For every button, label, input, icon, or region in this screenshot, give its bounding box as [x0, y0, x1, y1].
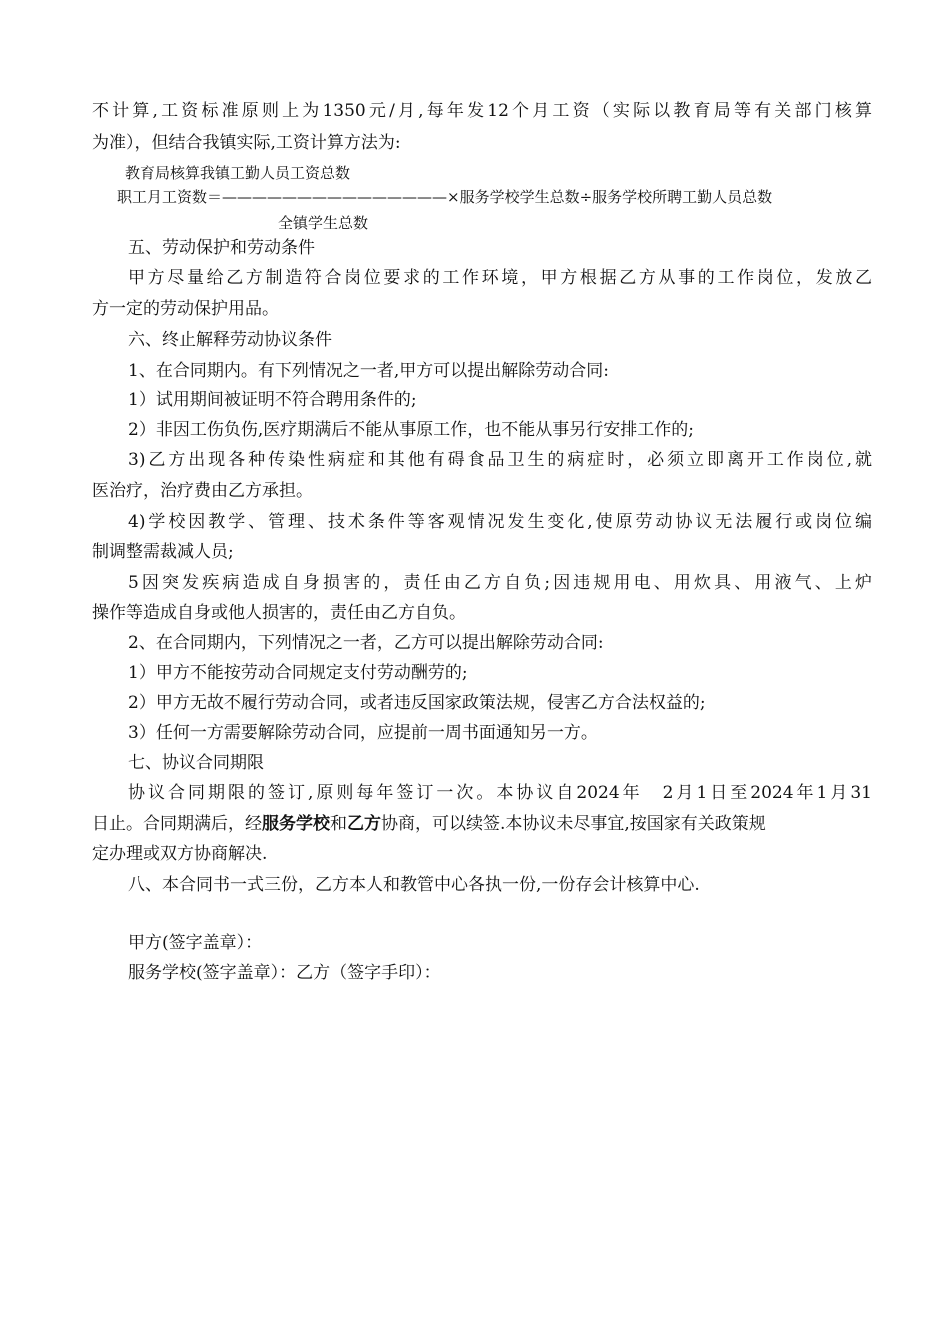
formula-denominator: 全镇学生总数	[278, 214, 369, 232]
paragraph-line: 协议合同期限的签订,原则每年签订一次。本协议自2024年 2月1日至2024年1月31	[128, 783, 872, 803]
clause-line: 2）甲方无故不履行劳动合同，或者违反国家政策法规，侵害乙方合法权益的;	[128, 693, 706, 713]
bold-text-party-b: 乙方	[347, 814, 381, 834]
formula-numerator: 教育局核算我镇工勤人员工资总数	[125, 164, 351, 182]
clause-line: 医治疗，治疗费由乙方承担。	[92, 481, 313, 501]
paragraph-line: 不计算,工资标准原则上为1350元/月,每年发12个月工资（实际以教育局等有关部门核算	[92, 101, 872, 121]
formula-main: 职工月工资数＝———————————————×服务学校学生总数÷服务学校所聘工勤人员总数	[117, 188, 773, 206]
clause-line: 2）非因工伤负伤,医疗期满后不能从事原工作，也不能从事另行安排工作的;	[128, 420, 694, 440]
paragraph-line: 甲方尽量给乙方制造符合岗位要求的工作环境，甲方根据乙方从事的工作岗位，发放乙	[128, 268, 872, 288]
signature-line-school-party-b: 服务学校(签字盖章）：乙方（签字手印）：	[128, 963, 441, 983]
clause-line: 操作等造成自身或他人损害的，责任由乙方自负。	[92, 603, 466, 623]
clause-line: 制调整需裁减人员;	[92, 542, 234, 562]
section-title: 七、协议合同期限	[128, 753, 264, 773]
clause-line: 2、在合同期内，下列情况之一者，乙方可以提出解除劳动合同:	[128, 633, 604, 653]
clause-line: 5因突发疾病造成自身损害的，责任由乙方自负;因违规用电、用炊具、用液气、上炉	[128, 573, 872, 593]
clause-line: 4)学校因教学、管理、技术条件等客观情况发生变化,使原劳动协议无法履行或岗位编	[128, 512, 872, 532]
clause-line: 1、在合同期内。有下列情况之一者,甲方可以提出解除劳动合同:	[128, 361, 609, 381]
paragraph-line: 为准），但结合我镇实际,工资计算方法为:	[92, 133, 401, 153]
clause-line: 1）试用期间被证明不符合聘用条件的;	[128, 390, 417, 410]
section-title: 八、本合同书一式三份，乙方本人和教管中心各执一份,一份存会计核算中心.	[128, 875, 700, 895]
text-span: 和	[330, 814, 347, 834]
clause-line: 3)乙方出现各种传染性病症和其他有碍食品卫生的病症时，必须立即离开工作岗位,就	[128, 450, 872, 470]
paragraph-line: 定办理或双方协商解决.	[92, 844, 268, 864]
clause-line: 3）任何一方需要解除劳动合同，应提前一周书面通知另一方。	[128, 723, 598, 743]
text-span: 协商，可以续签.本协议未尽事宜,按国家有关政策规	[381, 814, 766, 834]
text-span: 日止。合同期满后，经	[92, 814, 262, 834]
section-title: 五、劳动保护和劳动条件	[128, 238, 315, 258]
clause-line: 1）甲方不能按劳动合同规定支付劳动酬劳的;	[128, 663, 468, 683]
signature-line-party-a: 甲方(签字盖章）：	[128, 933, 263, 953]
bold-text-service-school: 服务学校	[262, 814, 330, 834]
paragraph-line	[92, 812, 872, 836]
section-title: 六、终止解释劳动协议条件	[128, 330, 332, 350]
paragraph-line: 方一定的劳动保护用品。	[92, 299, 279, 319]
